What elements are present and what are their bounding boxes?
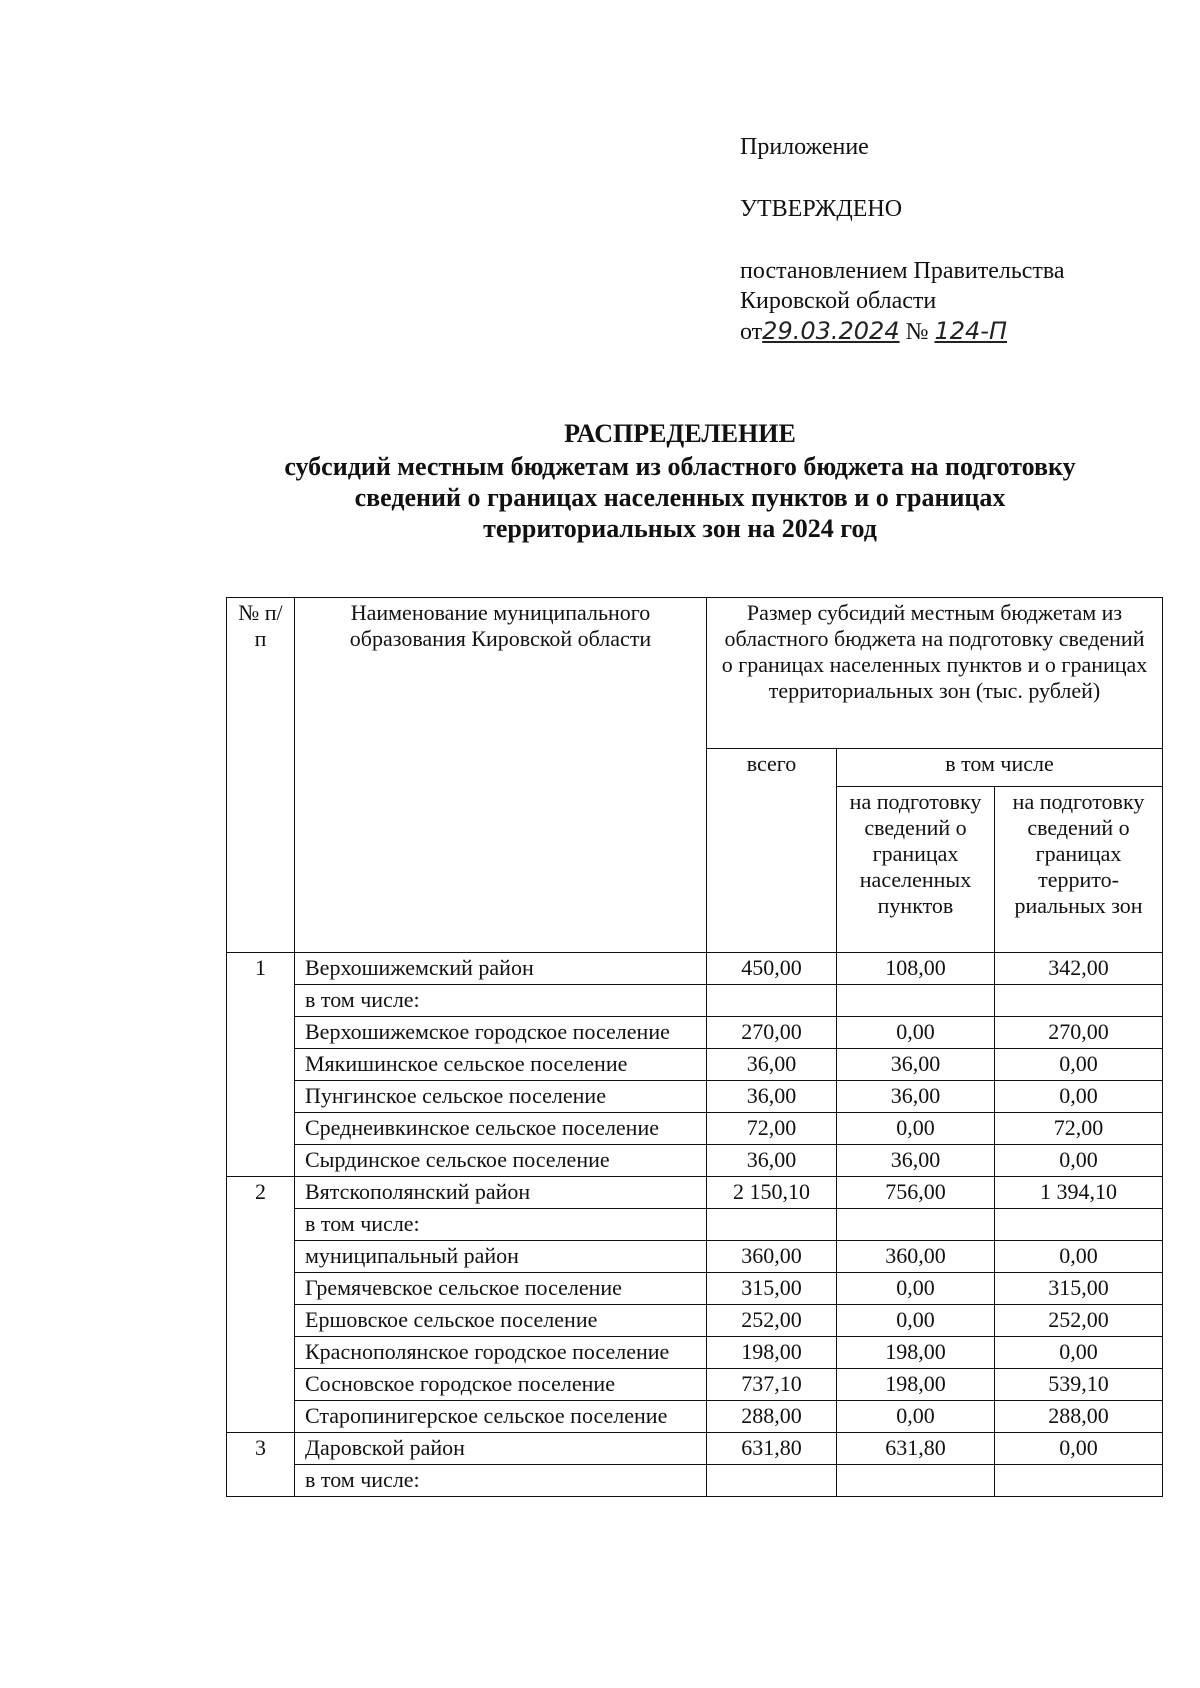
- total-value: 631,80: [707, 1433, 837, 1465]
- settlements-value: 360,00: [837, 1241, 995, 1273]
- row-number: 2: [227, 1177, 295, 1433]
- municipality-name: в том числе:: [295, 1465, 707, 1497]
- zones-value: 0,00: [995, 1337, 1163, 1369]
- table-row: [227, 1113, 1163, 1145]
- zones-value: [995, 1209, 1163, 1241]
- total-value: 36,00: [707, 1049, 837, 1081]
- header-zones: на подготовку сведений о границах террито-риальных зон: [995, 787, 1163, 953]
- total-value: 270,00: [707, 1017, 837, 1049]
- settlements-value: [837, 1209, 995, 1241]
- table-row: [227, 1369, 1163, 1401]
- municipality-name: Вятскополянский район: [295, 1177, 707, 1209]
- row-number: 1: [227, 953, 295, 1177]
- title-line-3: территориальных зон на 2024 год: [483, 514, 877, 543]
- total-value: 252,00: [707, 1305, 837, 1337]
- table-row: [227, 1017, 1163, 1049]
- total-value: 288,00: [707, 1401, 837, 1433]
- table-row: [227, 1273, 1163, 1305]
- municipality-name: муниципальный район: [295, 1241, 707, 1273]
- municipality-name: Гремячевское сельское поселение: [295, 1273, 707, 1305]
- header-total: всего: [707, 749, 837, 953]
- table-row: [227, 1241, 1163, 1273]
- municipality-name: Старопинигерское сельское поселение: [295, 1401, 707, 1433]
- settlements-value: 0,00: [837, 1017, 995, 1049]
- municipality-name: в том числе:: [295, 985, 707, 1017]
- settlements-value: 36,00: [837, 1081, 995, 1113]
- settlements-value: 0,00: [837, 1401, 995, 1433]
- approval-block: [740, 132, 1160, 347]
- zones-value: 0,00: [995, 1081, 1163, 1113]
- zones-value: 270,00: [995, 1017, 1163, 1049]
- settlements-value: 36,00: [837, 1049, 995, 1081]
- table-row: [227, 1145, 1163, 1177]
- zones-value: 0,00: [995, 1433, 1163, 1465]
- header-number: № п/п: [227, 598, 295, 953]
- distribution-table: [226, 597, 1163, 1497]
- title-line-1: субсидий местным бюджетам из областного бюджета на подготовку: [284, 452, 1076, 481]
- title-main: РАСПРЕДЕЛЕНИЕ: [564, 419, 796, 448]
- zones-value: 0,00: [995, 1241, 1163, 1273]
- table-body: [227, 953, 1163, 1497]
- settlements-value: 0,00: [837, 1305, 995, 1337]
- settlements-value: 0,00: [837, 1113, 995, 1145]
- zones-value: 315,00: [995, 1273, 1163, 1305]
- municipality-name: Сосновское городское поселение: [295, 1369, 707, 1401]
- table-row: [227, 1401, 1163, 1433]
- settlements-value: 108,00: [837, 953, 995, 985]
- table-row: [227, 1177, 1163, 1209]
- decree-date-line: [740, 316, 1160, 347]
- settlements-value: 756,00: [837, 1177, 995, 1209]
- settlements-value: [837, 985, 995, 1017]
- municipality-name: Сырдинское сельское поселение: [295, 1145, 707, 1177]
- total-value: 198,00: [707, 1337, 837, 1369]
- table-row: [227, 1465, 1163, 1497]
- municipality-name: Верхошижемское городское поселение: [295, 1017, 707, 1049]
- total-value: 2 150,10: [707, 1177, 837, 1209]
- municipality-name: Краснополянское городское поселение: [295, 1337, 707, 1369]
- table-row: [227, 1081, 1163, 1113]
- municipality-name: Верхошижемский район: [295, 953, 707, 985]
- municipality-name: Даровской район: [295, 1433, 707, 1465]
- municipality-name: Мякишинское сельское поселение: [295, 1049, 707, 1081]
- zones-value: 288,00: [995, 1401, 1163, 1433]
- total-value: 36,00: [707, 1145, 837, 1177]
- table-row: [227, 1337, 1163, 1369]
- total-value: [707, 1465, 837, 1497]
- handwritten-date: 29.03.2024: [762, 317, 900, 345]
- decree-line-2: Кировской области: [740, 288, 937, 314]
- zones-value: 252,00: [995, 1305, 1163, 1337]
- header-including: в том числе: [837, 749, 1163, 787]
- header-settlements: на подготовку сведений о границах населенных пунктов: [837, 787, 995, 953]
- total-value: 360,00: [707, 1241, 837, 1273]
- settlements-value: 198,00: [837, 1369, 995, 1401]
- municipality-name: Ершовское сельское поселение: [295, 1305, 707, 1337]
- settlements-value: 0,00: [837, 1273, 995, 1305]
- settlements-value: 631,80: [837, 1433, 995, 1465]
- number-sign: №: [905, 319, 929, 345]
- table-row: [227, 1049, 1163, 1081]
- zones-value: 0,00: [995, 1145, 1163, 1177]
- table-row: [227, 1305, 1163, 1337]
- zones-value: 539,10: [995, 1369, 1163, 1401]
- settlements-value: 198,00: [837, 1337, 995, 1369]
- table-row: [227, 953, 1163, 985]
- settlements-value: [837, 1465, 995, 1497]
- zones-value: 342,00: [995, 953, 1163, 985]
- header-municipality: Наименование муниципального образования Кировской области: [295, 598, 707, 953]
- title-line-2: сведений о границах населенных пунктов и о границах: [354, 483, 1006, 512]
- zones-value: 0,00: [995, 1049, 1163, 1081]
- table-row: [227, 985, 1163, 1017]
- total-value: 36,00: [707, 1081, 837, 1113]
- total-value: 72,00: [707, 1113, 837, 1145]
- municipality-name: Среднеивкинское сельское поселение: [295, 1113, 707, 1145]
- from-prefix: от: [740, 319, 763, 345]
- table-row: [227, 1433, 1163, 1465]
- total-value: 315,00: [707, 1273, 837, 1305]
- header-subsidy-size: Размер субсидий местным бюджетам из областного бюджета на подготовку сведений о границах населенных пунктов и о границах территориальных зон (тыс. рублей): [707, 598, 1163, 749]
- total-value: [707, 985, 837, 1017]
- zones-value: [995, 985, 1163, 1017]
- zones-value: [995, 1465, 1163, 1497]
- zones-value: 72,00: [995, 1113, 1163, 1145]
- municipality-name: в том числе:: [295, 1209, 707, 1241]
- municipality-name: Пунгинское сельское поселение: [295, 1081, 707, 1113]
- total-value: [707, 1209, 837, 1241]
- row-number: 3: [227, 1433, 295, 1497]
- approved-label: УТВЕРЖДЕНО: [740, 196, 903, 222]
- decree-line-1: постановлением Правительства: [740, 258, 1065, 284]
- total-value: 737,10: [707, 1369, 837, 1401]
- settlements-value: 36,00: [837, 1145, 995, 1177]
- appendix-label: Приложение: [740, 134, 869, 160]
- document-title: [200, 418, 1160, 544]
- total-value: 450,00: [707, 953, 837, 985]
- zones-value: 1 394,10: [995, 1177, 1163, 1209]
- table-row: [227, 1209, 1163, 1241]
- handwritten-number: 124-П: [934, 317, 1008, 345]
